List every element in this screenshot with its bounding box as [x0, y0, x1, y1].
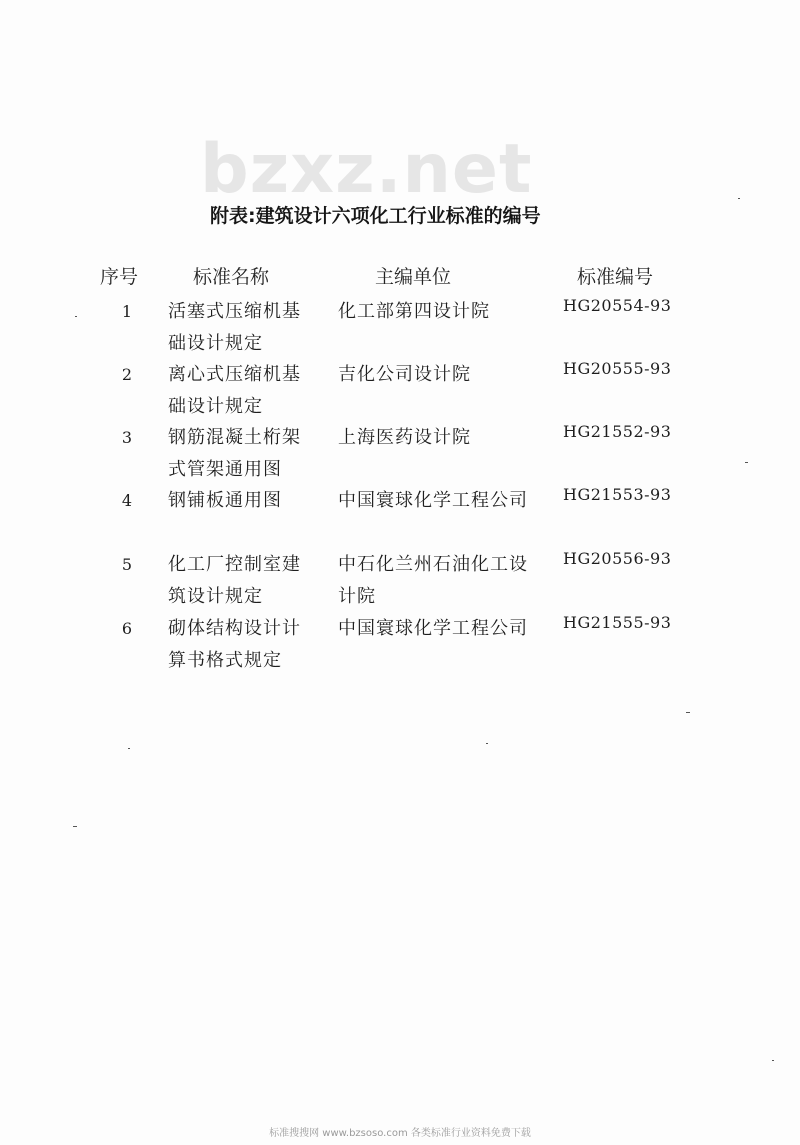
row-standard-name: 砌体结构设计计算书格式规定	[168, 618, 301, 671]
table-row	[0, 422, 800, 482]
row-number: 4	[121, 491, 133, 510]
row-number: 2	[121, 365, 133, 384]
row-editing-unit: 上海医药设计院	[338, 427, 471, 448]
row-standard-code: HG21552-93	[563, 422, 672, 441]
row-standard-name: 钢铺板通用图	[168, 490, 282, 511]
row-number: 3	[121, 428, 133, 447]
scan-speck	[738, 198, 740, 199]
row-standard-code: HG20554-93	[563, 296, 672, 315]
row-standard-name: 活塞式压缩机基础设计规定	[168, 301, 301, 354]
row-number: 5	[121, 555, 133, 574]
table-row	[0, 613, 800, 673]
table-row	[0, 549, 800, 609]
row-editing-unit: 中国寰球化学工程公司	[338, 618, 528, 639]
table-row	[0, 359, 800, 419]
footer-note: 标准搜搜网 www.bzsoso.com 各类标准行业资料免费下载	[269, 1128, 531, 1139]
scan-speck	[75, 316, 77, 317]
scan-speck	[73, 826, 77, 827]
header-standard-name: 标准名称	[193, 266, 270, 288]
scan-speck	[686, 712, 690, 713]
header-serial-number: 序号	[100, 266, 139, 288]
row-editing-unit: 中国寰球化学工程公司	[338, 490, 528, 511]
row-number: 6	[121, 619, 133, 638]
watermark-logo: bzxz.net	[200, 130, 533, 209]
row-standard-name: 化工厂控制室建筑设计规定	[168, 554, 301, 607]
scan-speck	[128, 748, 130, 749]
table-row	[0, 296, 800, 356]
row-standard-code: HG21553-93	[563, 485, 672, 504]
row-standard-code: HG21555-93	[563, 613, 672, 632]
header-editing-unit: 主编单位	[375, 266, 452, 288]
row-standard-code: HG20555-93	[563, 359, 672, 378]
row-standard-name: 钢筋混凝土桁架式管架通用图	[168, 427, 301, 480]
scan-speck	[745, 462, 748, 463]
row-standard-name: 离心式压缩机基础设计规定	[168, 364, 301, 417]
scan-speck	[772, 1060, 774, 1061]
table-row	[0, 485, 800, 545]
row-editing-unit: 吉化公司设计院	[338, 364, 471, 385]
row-standard-code: HG20556-93	[563, 549, 672, 568]
row-number: 1	[121, 302, 133, 321]
header-standard-code: 标准编号	[577, 266, 654, 288]
row-editing-unit: 化工部第四设计院	[338, 301, 490, 322]
scan-speck	[486, 743, 488, 744]
row-editing-unit: 中石化兰州石油化工设计院	[338, 554, 528, 607]
page-title: 附表:建筑设计六项化工行业标准的编号	[210, 205, 541, 227]
